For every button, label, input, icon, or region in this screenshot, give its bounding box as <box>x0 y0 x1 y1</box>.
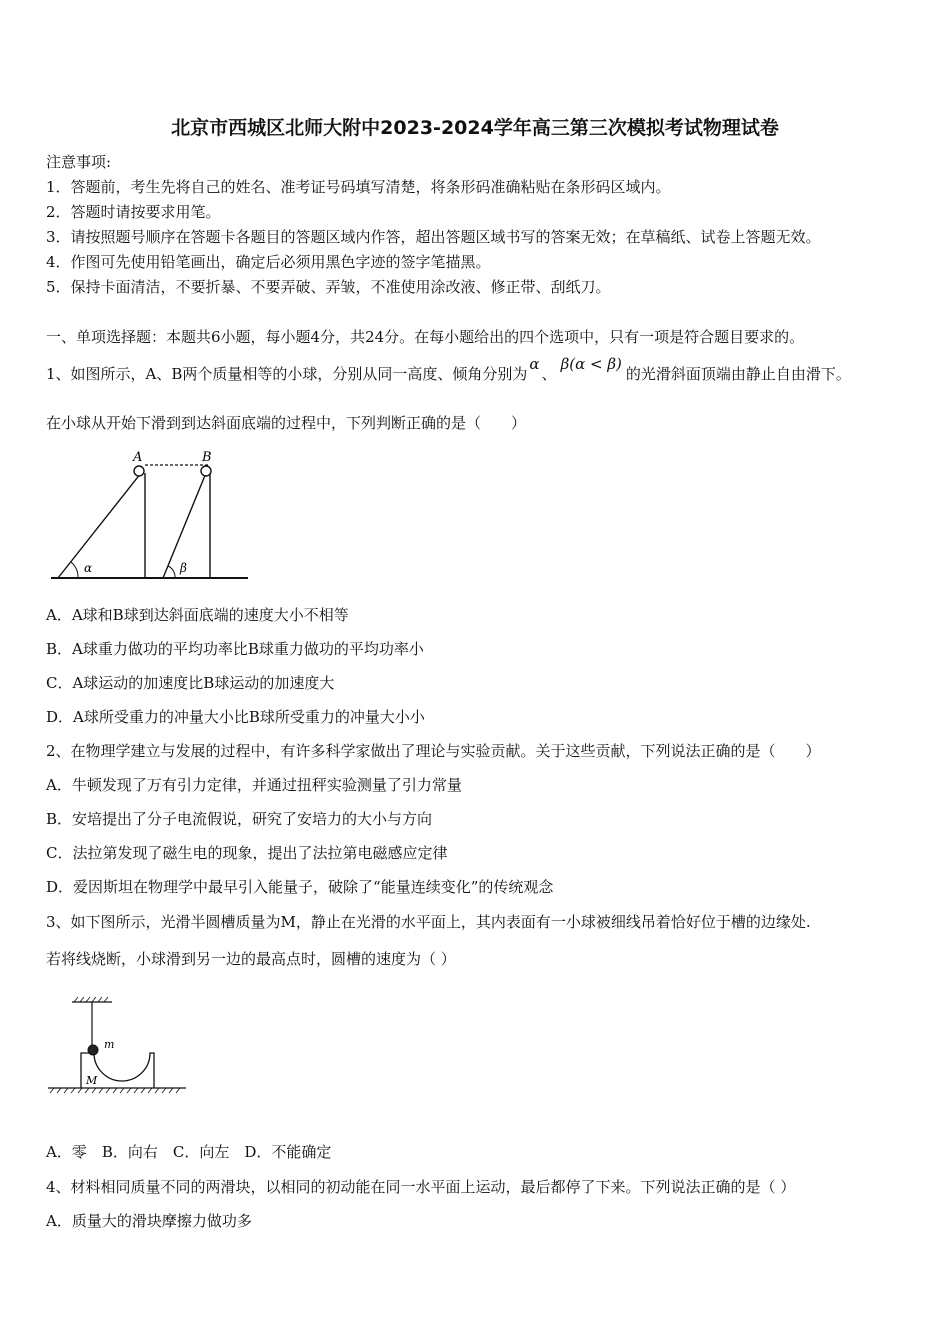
q2-option-c: C．法拉第发现了磁生电的现象，提出了法拉第电磁感应定律 <box>46 844 448 862</box>
q3-options: A．零 B．向右 C．向左 D．不能确定 <box>46 1143 332 1161</box>
notice-item-2: 2．答题时请按要求用笔。 <box>46 203 221 221</box>
section-heading: 一、单项选择题：本题共6小题，每小题4分，共24分。在每小题给出的四个选项中，只有一项是符合题目要求的。 <box>46 328 805 346</box>
label-b: B <box>202 450 212 465</box>
q1-option-b: B．A球重力做功的平均功率比B球重力做功的平均功率小 <box>46 640 424 658</box>
notice-heading: 注意事项: <box>46 153 112 171</box>
q2-option-d: D．爱因斯坦在物理学中最早引入能量子，破除了“能量连续变化”的传统观念 <box>46 878 554 896</box>
q4-option-a: A．质量大的滑块摩擦力做功多 <box>46 1212 252 1230</box>
q1-option-d: D．A球所受重力的冲量大小比B球所受重力的冲量大小小 <box>46 708 425 726</box>
q2-stem: 2、在物理学建立与发展的过程中，有许多科学家做出了理论与实验贡献。关于这些贡献，下列说法正确的是（ ） <box>46 742 821 760</box>
label-m: m <box>104 1038 115 1051</box>
q2-option-a: A．牛顿发现了万有引力定律，并通过扭秤实验测量了引力常量 <box>46 776 462 794</box>
q3-stem1: 3、如下图所示，光滑半圆槽质量为M，静止在光滑的水平面上，其内表面有一小球被细线吊着恰好位于槽的边缘处. <box>46 913 811 931</box>
notice-item-3: 3．请按照题号顺序在答题卡各题目的答题区域内作答，超出答题区域书写的答案无效；在草稿纸、试卷上答题无效。 <box>46 228 821 246</box>
ceiling-hatch <box>74 997 108 1002</box>
q4-stem: 4、材料相同质量不同的两滑块，以相同的初动能在同一水平面上运动，最后都停了下来。下列说法正确的是（ ） <box>46 1178 796 1196</box>
angle-a-label: α <box>84 561 93 575</box>
incline-a-slope <box>58 473 141 578</box>
q3-stem2: 若将线烧断，小球滑到另一边的最高点时，圆槽的速度为（ ） <box>46 950 456 968</box>
label-a: A <box>133 450 143 465</box>
q1-option-a: A．A球和B球到达斜面底端的速度大小不相等 <box>46 606 349 624</box>
page-title: 北京市西城区北师大附中2023-2024学年高三第三次模拟考试物理试卷 <box>171 117 779 139</box>
q1-stem-b: 的光滑斜面顶端由静止自由滑下。 <box>625 365 851 383</box>
angle-b-arc <box>168 566 175 578</box>
q1-incline-figure <box>48 445 258 585</box>
angle-a-arc <box>71 562 78 578</box>
q1-option-c: C．A球运动的加速度比B球运动的加速度大 <box>46 674 335 692</box>
label-big-m: M <box>86 1074 98 1087</box>
q1-stem-a: 1、如图所示，A、B两个质量相等的小球，分别从同一高度、倾角分别为 <box>46 365 528 383</box>
notice-item-4: 4．作图可先使用铅笔画出，确定后必须用黑色字迹的签字笔描黑。 <box>46 253 491 271</box>
q2-option-b: B．安培提出了分子电流假说，研究了安培力的大小与方向 <box>46 810 433 828</box>
notice-item-5: 5．保持卡面清洁，不要折暴、不要弄破、弄皱，不准使用涂改液、修正带、刮纸刀。 <box>46 278 611 296</box>
q1-alpha: α <box>529 355 540 373</box>
angle-b-label: β <box>180 561 187 575</box>
q3-groove-figure <box>44 993 194 1099</box>
ball-m <box>88 1045 98 1055</box>
q1-stem <box>46 355 851 384</box>
ball-a <box>134 466 144 476</box>
q1-sep: 、 <box>541 365 557 383</box>
ball-b <box>201 466 211 476</box>
q1-stem2: 在小球从开始下滑到到达斜面底端的过程中，下列判断正确的是（ ） <box>46 414 527 432</box>
ground-hatch <box>50 1088 180 1093</box>
notice-item-1: 1．答题前，考生先将自己的姓名、准考证号码填写清楚，将条形码准确粘贴在条形码区域内。 <box>46 178 671 196</box>
q1-beta-expr: β(α < β) <box>560 355 622 373</box>
